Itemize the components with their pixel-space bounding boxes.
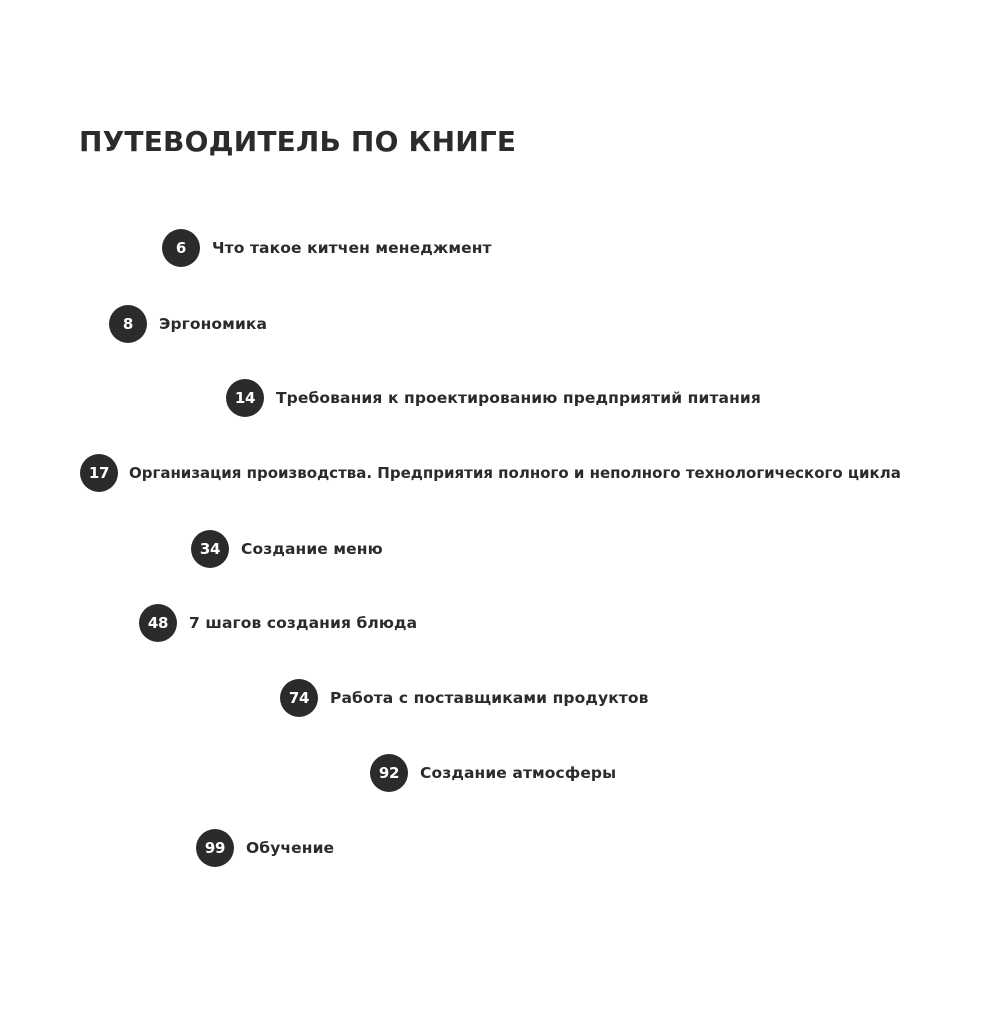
toc-entry[interactable] [109,305,267,343]
toc-entry-title: Создание атмосферы [420,764,617,782]
toc-entry-title: Что такое китчен менеджмент [212,239,492,257]
toc-entry-title: Обучение [246,839,335,857]
toc-entry[interactable] [191,530,383,568]
toc-entry-title: Организация производства. Предприятия полного и неполного технологического цикла [129,464,901,482]
toc-entry-title: Требования к проектированию предприятий питания [276,389,761,407]
toc-entry-title: 7 шагов создания блюда [189,614,418,632]
page-number-badge: 6 [162,229,200,267]
toc-entry[interactable] [196,829,334,867]
page-number-badge: 34 [191,530,229,568]
toc-entry[interactable] [226,379,761,417]
toc-entry[interactable] [162,229,492,267]
page-number-badge: 74 [280,679,318,717]
page-number-badge: 48 [139,604,177,642]
page-number-badge: 8 [109,305,147,343]
toc-entry-title: Работа с поставщиками продуктов [330,689,649,707]
toc-entry[interactable] [370,754,616,792]
page-number-badge: 14 [226,379,264,417]
page-number-badge: 92 [370,754,408,792]
toc-entry[interactable] [80,454,901,492]
page-number-badge: 17 [80,454,118,492]
toc-entry[interactable] [139,604,417,642]
page-number-badge: 99 [196,829,234,867]
toc-entry-title: Создание меню [241,540,383,558]
toc-entry-title: Эргономика [159,315,268,333]
toc-entry[interactable] [280,679,649,717]
page-title: ПУТЕВОДИТЕЛЬ ПО КНИГЕ [79,125,517,158]
